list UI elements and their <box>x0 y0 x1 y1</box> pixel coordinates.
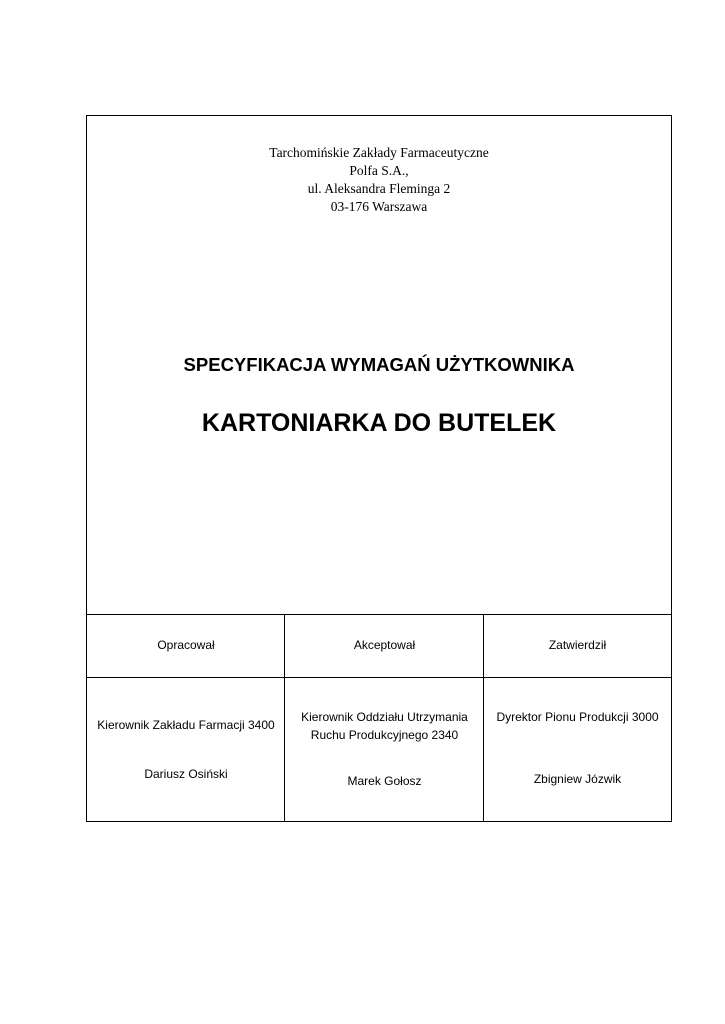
signature-cell-accepted <box>285 677 484 821</box>
table-divider-1 <box>284 614 285 821</box>
function-accepted-line1: Kierownik Oddziału Utrzymania <box>301 710 468 724</box>
company-street: ul. Aleksandra Fleminga 2 <box>307 181 451 196</box>
name-prepared: Dariusz Osiński <box>144 767 228 781</box>
company-name: Tarchomińskie Zakłady Farmaceutyczne <box>269 145 489 160</box>
document-title: KARTONIARKA DO BUTELEK <box>201 409 557 437</box>
header-cell-approved <box>484 615 671 677</box>
signature-header-row <box>87 615 671 678</box>
table-divider-2 <box>483 614 484 821</box>
signature-cell-prepared <box>87 677 285 821</box>
name-approved: Zbigniew Józwik <box>533 772 622 786</box>
signature-cell-approved <box>484 677 671 821</box>
function-accepted-line2: Ruchu Produkcyjnego 2340 <box>310 728 459 742</box>
signature-table <box>87 614 671 821</box>
function-approved: Dyrektor Pionu Produkcji 3000 <box>496 710 659 724</box>
header-cell-accepted <box>285 615 484 677</box>
header-label-accepted: Akceptował <box>353 638 416 652</box>
function-prepared: Kierownik Zakładu Farmacji 3400 <box>97 718 275 732</box>
signature-body-row <box>87 677 671 821</box>
header-label-prepared: Opracował <box>157 638 215 652</box>
document-frame <box>86 115 672 822</box>
document-type-heading: SPECYFIKACJA WYMAGAŃ UŻYTKOWNIKA <box>183 354 575 375</box>
company-city: 03-176 Warszawa <box>330 199 428 214</box>
name-accepted: Marek Gołosz <box>347 774 422 788</box>
company-address-block <box>87 144 671 216</box>
header-label-approved: Zatwierdził <box>548 638 607 652</box>
company-legal-form: Polfa S.A., <box>349 163 409 178</box>
header-cell-prepared <box>87 615 285 677</box>
